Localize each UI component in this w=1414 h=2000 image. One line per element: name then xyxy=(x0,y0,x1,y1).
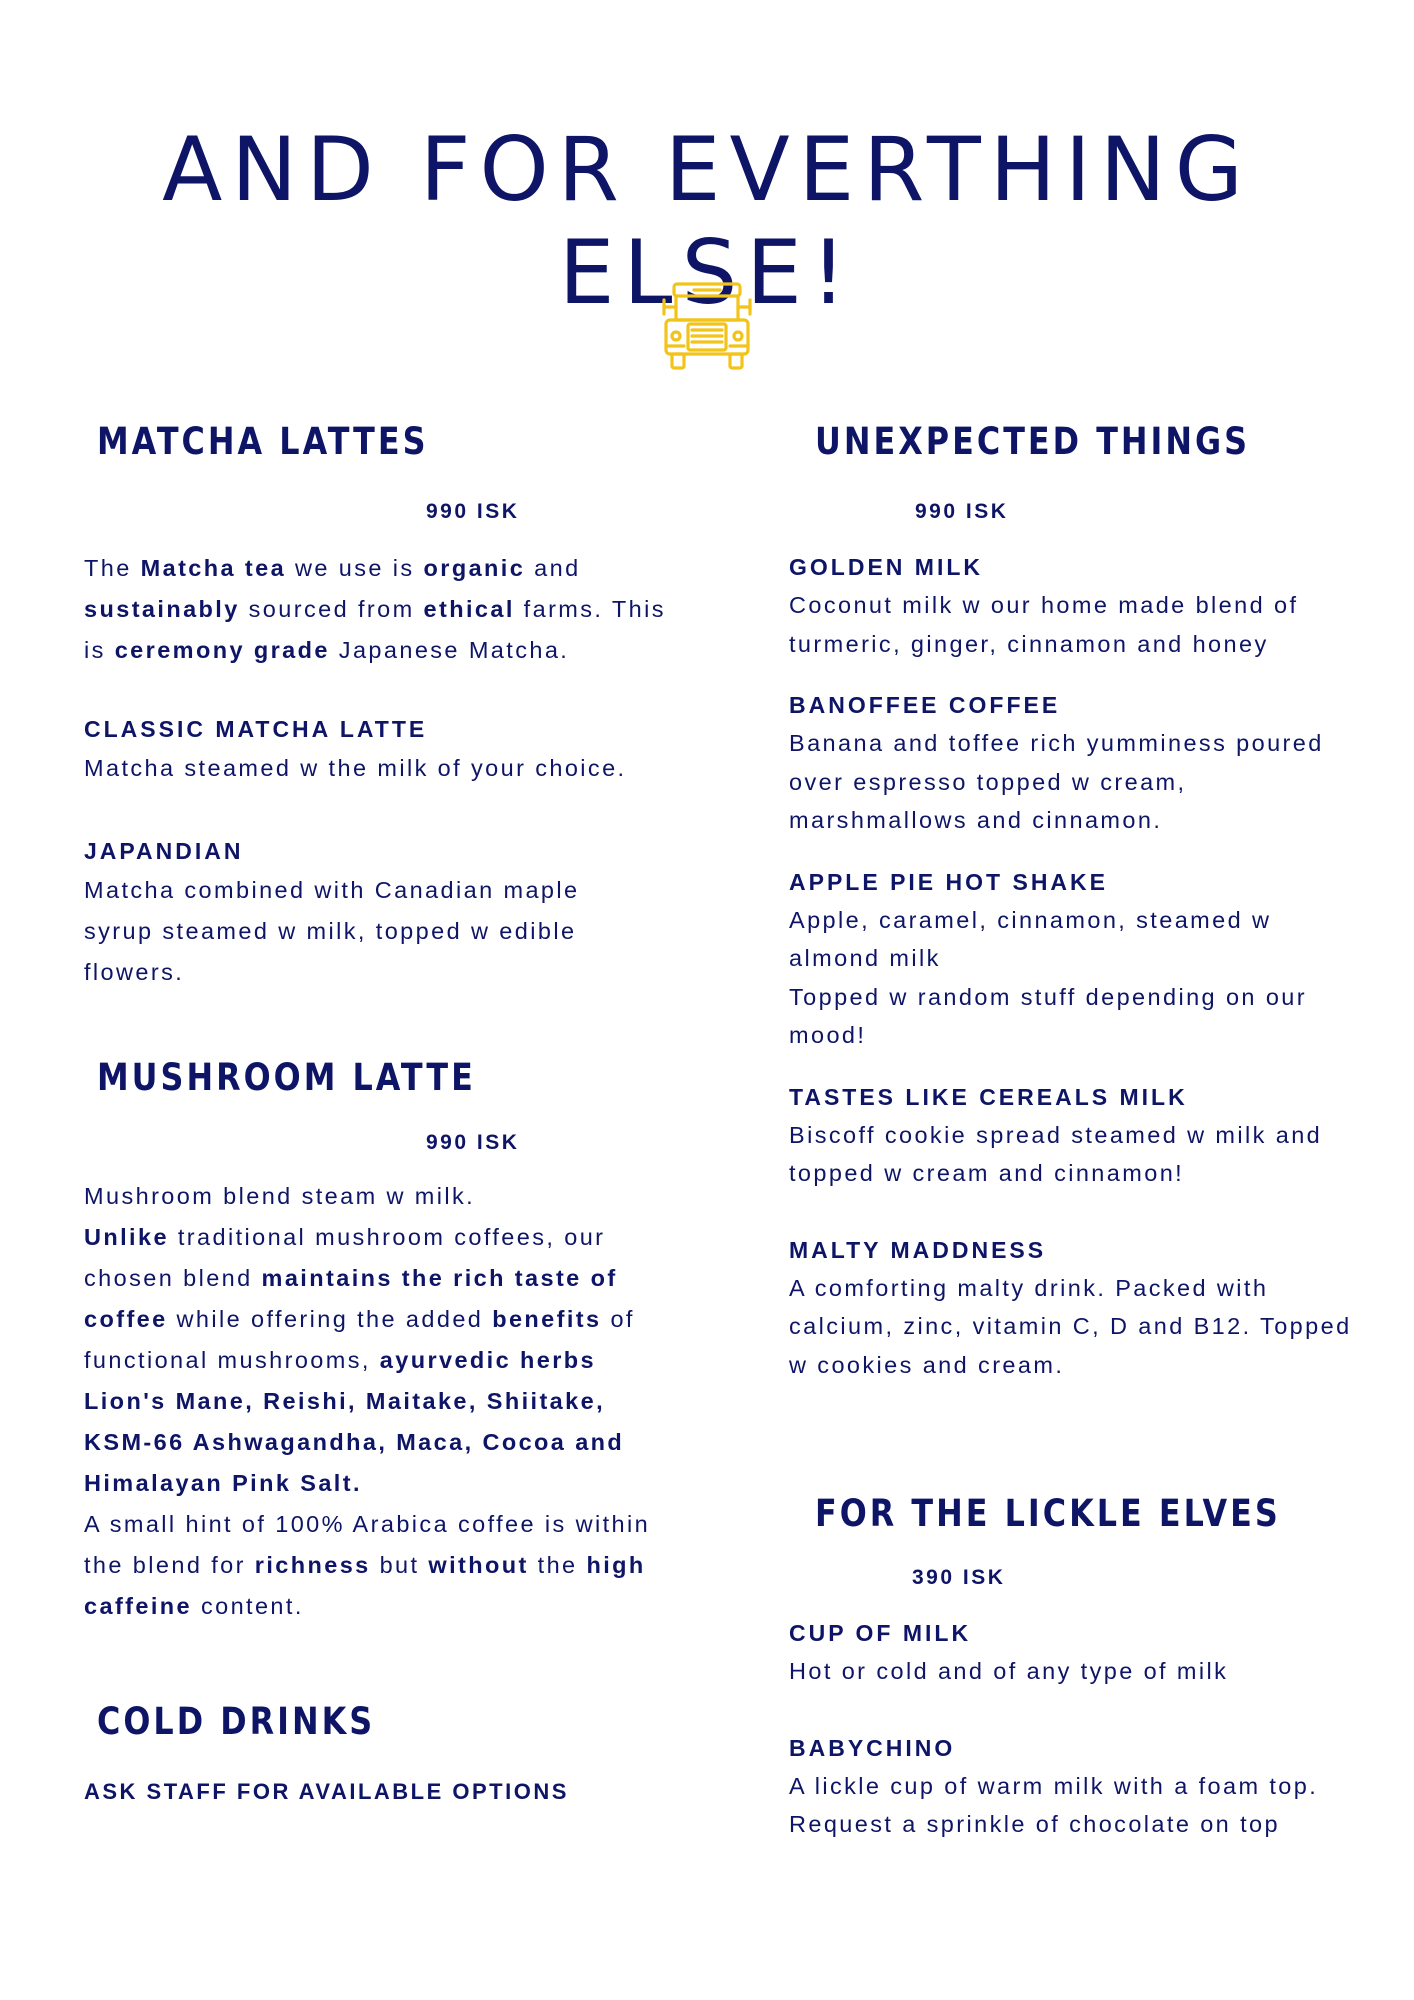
menu-item-desc: Banana and toffee rich yumminess poured over espresso topped w cream, marshmallows and cinnamon. xyxy=(789,730,1324,833)
unexpected-price: 990 ISK xyxy=(915,500,1009,523)
emphasis-text: ceremony grade xyxy=(114,637,330,663)
school-bus-icon xyxy=(662,280,752,372)
body-text: but xyxy=(370,1552,429,1578)
emphasis-text: organic xyxy=(423,555,526,581)
emphasis-text: benefits xyxy=(492,1306,602,1332)
cold-section-title: COLD DRINKS xyxy=(97,1700,376,1743)
mushroom-description xyxy=(84,1217,654,1504)
page-title: AND FOR EVERTHING ELSE! xyxy=(162,118,1252,324)
mushroom-section xyxy=(84,1176,674,1627)
menu-item-desc: Apple, caramel, cinnamon, steamed w almond milk xyxy=(789,906,1272,971)
menu-item-name: CUP OF MILK xyxy=(789,1620,972,1646)
body-text: while offering the added xyxy=(167,1306,493,1332)
menu-item-name: MALTY MADDNESS xyxy=(789,1236,1047,1263)
menu-item-desc-extra: Request a sprinkle of chocolate on top xyxy=(789,1811,1280,1837)
body-text: Japanese Matcha. xyxy=(329,637,570,663)
emphasis-text: Matcha tea xyxy=(140,555,287,581)
menu-item-name: JAPANDIAN xyxy=(84,838,244,864)
body-text: The xyxy=(84,555,141,581)
menu-item-name: APPLE PIE HOT SHAKE xyxy=(789,868,1108,895)
menu-item-desc: Coconut milk w our home made blend of turmeric, ginger, cinnamon and honey xyxy=(789,592,1299,657)
cold-note: ASK STAFF FOR AVAILABLE OPTIONS xyxy=(84,1779,569,1804)
body-text: A small hint of 100% Arabica coffee is within the blend for xyxy=(84,1511,651,1578)
matcha-price: 990 ISK xyxy=(426,500,520,523)
body-text: we use is xyxy=(286,555,424,581)
body-text: farms. This is xyxy=(84,596,666,663)
menu-item-name: GOLDEN MILK xyxy=(789,554,983,580)
menu-item-desc-extra: Topped w random stuff depending on our mood! xyxy=(789,983,1307,1048)
body-text: traditional mushroom coffees, our chosen blend xyxy=(84,1224,606,1291)
menu-item-name: TASTES LIKE CEREALS MILK xyxy=(789,1083,1188,1110)
mushroom-price: 990 ISK xyxy=(426,1131,520,1154)
mushroom-section-title: MUSHROOM LATTE xyxy=(97,1056,476,1099)
menu-item-name: BABYCHINO xyxy=(789,1734,956,1761)
emphasis-text: richness xyxy=(254,1552,371,1578)
emphasis-text: sustainably xyxy=(84,596,240,622)
mushroom-line1: Mushroom blend steam w milk. xyxy=(84,1183,476,1209)
menu-item-desc: A comforting malty drink. Packed with calcium, zinc, vitamin C, D and B12. Topped w cookies and cream. xyxy=(789,1274,1352,1378)
emphasis-text: ethical xyxy=(423,596,515,622)
unexpected-section xyxy=(789,548,1359,1384)
matcha-section-title: MATCHA LATTES xyxy=(97,420,429,463)
body-text: content. xyxy=(192,1593,304,1619)
menu-item-desc: Biscoff cookie spread steamed w milk and topped w cream and cinnamon! xyxy=(789,1121,1323,1186)
matcha-intro xyxy=(84,548,674,671)
body-text: the xyxy=(528,1552,587,1578)
unexpected-section-title: UNEXPECTED THINGS xyxy=(815,420,1251,463)
matcha-section xyxy=(84,548,674,993)
emphasis-text: ayurvedic herbs Lion's Mane, Reishi, Maitake, Shiitake, KSM-66 Ashwagandha, Maca, Cocoa and Himalayan Pink Salt. xyxy=(84,1347,625,1496)
body-text: of functional mushrooms, xyxy=(84,1306,635,1373)
menu-item-desc: Hot or cold and of any type of milk xyxy=(789,1658,1229,1684)
body-text: and xyxy=(525,555,581,581)
menu-item-name: CLASSIC MATCHA LATTE xyxy=(84,716,428,742)
menu-item-desc: A lickle cup of warm milk with a foam top. xyxy=(789,1772,1319,1799)
menu-item-name: BANOFFEE COFFEE xyxy=(789,692,1061,718)
menu-item-desc: Matcha combined with Canadian maple syrup steamed w milk, topped w edible flowers. xyxy=(84,877,580,985)
mushroom-caffeine-note xyxy=(84,1504,654,1627)
emphasis-text: Unlike xyxy=(84,1224,169,1250)
emphasis-text: without xyxy=(428,1552,529,1578)
elves-section-title: FOR THE LICKLE ELVES xyxy=(815,1492,1281,1535)
body-text: sourced from xyxy=(239,596,424,622)
elves-section xyxy=(789,1614,1359,1844)
menu-item-desc: Matcha steamed w the milk of your choice. xyxy=(84,755,627,781)
emphasis-text: high caffeine xyxy=(84,1552,646,1619)
elves-price: 390 ISK xyxy=(912,1566,1006,1589)
emphasis-text: maintains the rich taste of coffee xyxy=(84,1265,618,1332)
